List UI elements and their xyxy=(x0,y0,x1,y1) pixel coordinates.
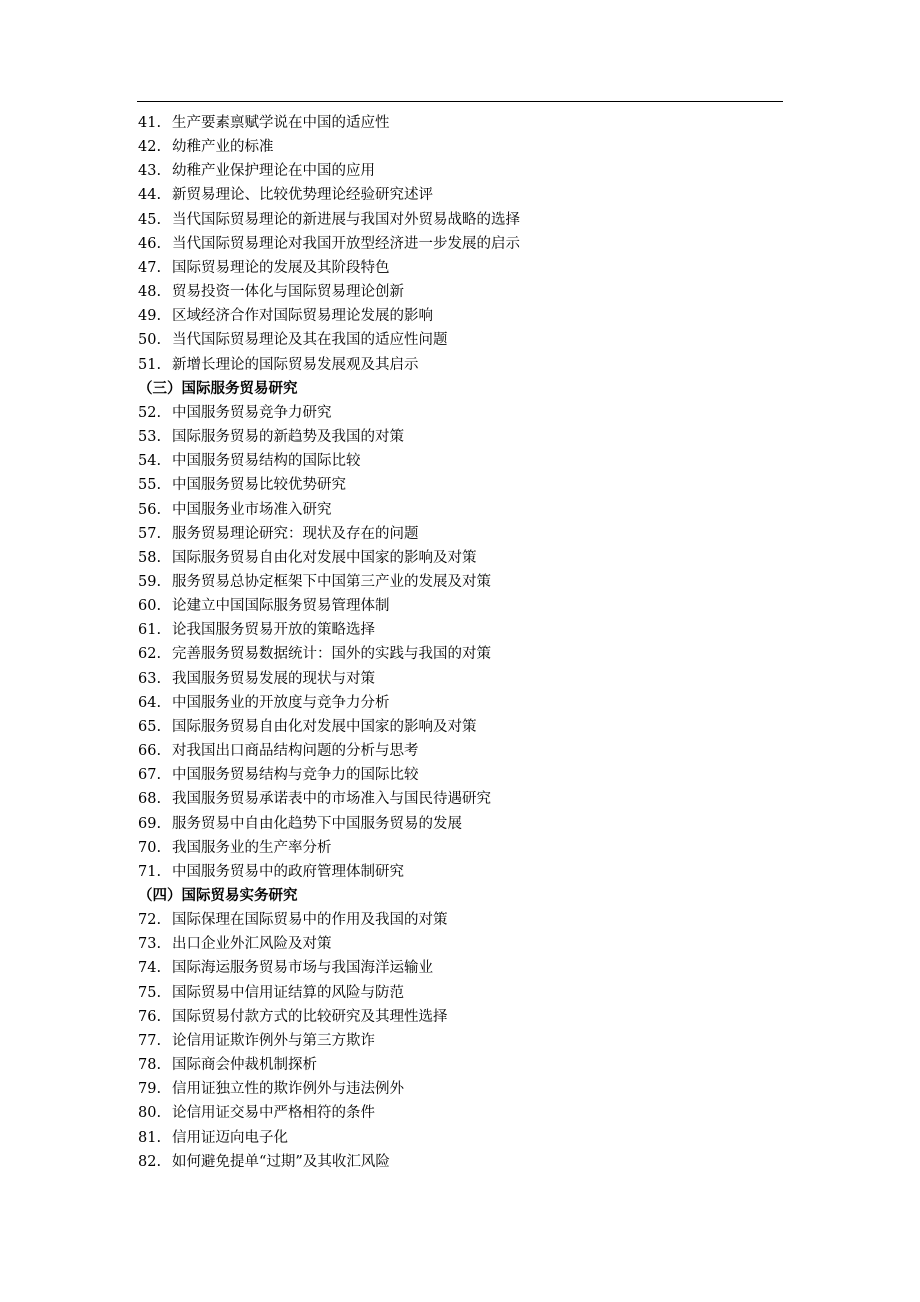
list-item xyxy=(138,715,783,739)
item-number: 62. xyxy=(138,646,162,663)
item-title: 中国服务贸易结构与竞争力的国际比较 xyxy=(172,767,419,784)
item-title: 信用证迈向电子化 xyxy=(172,1129,288,1146)
item-number: 67. xyxy=(138,767,162,784)
list-item xyxy=(138,546,783,570)
section-heading: （四）国际贸易实务研究 xyxy=(138,888,298,904)
item-title: 区域经济合作对国际贸易理论发展的影响 xyxy=(172,308,433,325)
list-item xyxy=(138,1077,783,1101)
list-item xyxy=(138,473,783,497)
item-number: 49. xyxy=(138,308,162,325)
list-item xyxy=(138,691,783,715)
list-item xyxy=(138,812,783,836)
item-number: 42. xyxy=(138,139,162,156)
item-number: 80. xyxy=(138,1105,162,1122)
list-item xyxy=(138,159,783,183)
list-item xyxy=(138,739,783,763)
list-item xyxy=(138,1150,783,1174)
item-number: 81. xyxy=(138,1129,162,1146)
item-number: 45. xyxy=(138,211,162,228)
item-title: 国际贸易付款方式的比较研究及其理性选择 xyxy=(172,1008,448,1025)
item-number: 59. xyxy=(138,573,162,590)
list-item xyxy=(138,1101,783,1125)
list-item xyxy=(138,570,783,594)
item-title: 服务贸易总协定框架下中国第三产业的发展及对策 xyxy=(172,573,491,590)
list-item xyxy=(138,522,783,546)
list-item xyxy=(138,956,783,980)
item-number: 63. xyxy=(138,670,162,687)
item-title: 贸易投资一体化与国际贸易理论创新 xyxy=(172,284,404,301)
item-title: 新增长理论的国际贸易发展观及其启示 xyxy=(172,356,419,373)
item-number: 54. xyxy=(138,453,162,470)
item-title: 我国服务业的生产率分析 xyxy=(172,839,332,856)
item-number: 43. xyxy=(138,163,162,180)
list-item xyxy=(138,642,783,666)
list-item xyxy=(138,135,783,159)
item-number: 60. xyxy=(138,598,162,615)
item-title: 服务贸易理论研究：现状及存在的问题 xyxy=(172,525,419,542)
item-number: 76. xyxy=(138,1008,162,1025)
item-number: 77. xyxy=(138,1032,162,1049)
list-item xyxy=(138,763,783,787)
item-title: 中国服务贸易结构的国际比较 xyxy=(172,453,361,470)
item-title: 国际保理在国际贸易中的作用及我国的对策 xyxy=(172,912,448,929)
item-number: 68. xyxy=(138,791,162,808)
item-title: 当代国际贸易理论的新进展与我国对外贸易战略的选择 xyxy=(172,211,520,228)
item-title: 国际贸易理论的发展及其阶段特色 xyxy=(172,259,390,276)
item-title: 国际海运服务贸易市场与我国海洋运输业 xyxy=(172,960,433,977)
item-title: 国际服务贸易自由化对发展中国家的影响及对策 xyxy=(172,549,477,566)
header-rule xyxy=(137,101,783,102)
list-item xyxy=(138,787,783,811)
item-number: 47. xyxy=(138,259,162,276)
list-item xyxy=(138,304,783,328)
item-title: 如何避免提单“过期”及其收汇风险 xyxy=(172,1153,390,1170)
list-item xyxy=(138,353,783,377)
item-number: 69. xyxy=(138,815,162,832)
item-number: 57. xyxy=(138,525,162,542)
list-item xyxy=(138,860,783,884)
list-item xyxy=(138,1126,783,1150)
list-item xyxy=(138,328,783,352)
list-item xyxy=(138,401,783,425)
item-title: 出口企业外汇风险及对策 xyxy=(172,936,332,953)
item-title: 幼稚产业的标准 xyxy=(172,139,274,156)
item-title: 生产要素禀赋学说在中国的适应性 xyxy=(172,115,390,131)
item-title: 中国服务贸易比较优势研究 xyxy=(172,477,346,494)
item-number: 70. xyxy=(138,839,162,856)
item-title: 服务贸易中自由化趋势下中国服务贸易的发展 xyxy=(172,815,462,832)
list-item xyxy=(138,208,783,232)
item-number: 41. xyxy=(138,115,162,131)
item-title: 信用证独立性的欺诈例外与违法例外 xyxy=(172,1081,404,1098)
item-title: 中国服务贸易竞争力研究 xyxy=(172,404,332,421)
item-number: 72. xyxy=(138,912,162,929)
item-number: 75. xyxy=(138,984,162,1001)
item-number: 73. xyxy=(138,936,162,953)
item-title: 中国服务贸易中的政府管理体制研究 xyxy=(172,863,404,880)
item-title: 中国服务业的开放度与竞争力分析 xyxy=(172,694,390,711)
list-item xyxy=(138,981,783,1005)
topic-list xyxy=(138,111,783,1174)
list-item xyxy=(138,449,783,473)
list-item xyxy=(138,594,783,618)
item-number: 55. xyxy=(138,477,162,494)
list-item xyxy=(138,1029,783,1053)
item-number: 48. xyxy=(138,284,162,301)
section-heading: （三）国际服务贸易研究 xyxy=(138,380,298,397)
item-title: 国际服务贸易自由化对发展中国家的影响及对策 xyxy=(172,718,477,735)
item-title: 当代国际贸易理论对我国开放型经济进一步发展的启示 xyxy=(172,235,520,252)
item-title: 完善服务贸易数据统计：国外的实践与我国的对策 xyxy=(172,646,491,663)
item-title: 新贸易理论、比较优势理论经验研究述评 xyxy=(172,187,433,204)
item-number: 71. xyxy=(138,863,162,880)
item-number: 52. xyxy=(138,404,162,421)
list-item xyxy=(138,1005,783,1029)
item-title: 论建立中国国际服务贸易管理体制 xyxy=(172,598,390,615)
list-item xyxy=(138,932,783,956)
list-item xyxy=(138,232,783,256)
list-item xyxy=(138,667,783,691)
item-number: 46. xyxy=(138,235,162,252)
list-item xyxy=(138,425,783,449)
list-item xyxy=(138,836,783,860)
item-number: 50. xyxy=(138,332,162,349)
item-title: 论信用证交易中严格相符的条件 xyxy=(172,1105,375,1122)
item-number: 64. xyxy=(138,694,162,711)
list-item xyxy=(138,183,783,207)
list-item xyxy=(138,1053,783,1077)
item-title: 国际贸易中信用证结算的风险与防范 xyxy=(172,984,404,1001)
item-number: 79. xyxy=(138,1081,162,1098)
item-title: 国际服务贸易的新趋势及我国的对策 xyxy=(172,429,404,446)
item-number: 44. xyxy=(138,187,162,204)
item-number: 65. xyxy=(138,718,162,735)
item-title: 中国服务业市场准入研究 xyxy=(172,501,332,518)
item-title: 我国服务贸易承诺表中的市场准入与国民待遇研究 xyxy=(172,791,491,808)
list-item xyxy=(138,498,783,522)
item-number: 78. xyxy=(138,1057,162,1074)
item-number: 56. xyxy=(138,501,162,518)
item-number: 61. xyxy=(138,622,162,639)
item-number: 51. xyxy=(138,356,162,373)
item-number: 74. xyxy=(138,960,162,977)
item-title: 我国服务贸易发展的现状与对策 xyxy=(172,670,375,687)
item-number: 53. xyxy=(138,429,162,446)
item-title: 对我国出口商品结构问题的分析与思考 xyxy=(172,743,419,760)
list-item xyxy=(138,256,783,280)
item-number: 82. xyxy=(138,1153,162,1170)
item-number: 66. xyxy=(138,743,162,760)
item-title: 论我国服务贸易开放的策略选择 xyxy=(172,622,375,639)
item-title: 幼稚产业保护理论在中国的应用 xyxy=(172,163,375,180)
list-item xyxy=(138,111,783,135)
item-number: 58. xyxy=(138,549,162,566)
item-title: 论信用证欺诈例外与第三方欺诈 xyxy=(172,1032,375,1049)
item-title: 当代国际贸易理论及其在我国的适应性问题 xyxy=(172,332,448,349)
list-item xyxy=(138,618,783,642)
list-item xyxy=(138,908,783,932)
list-item xyxy=(138,280,783,304)
item-title: 国际商会仲裁机制探析 xyxy=(172,1057,317,1074)
